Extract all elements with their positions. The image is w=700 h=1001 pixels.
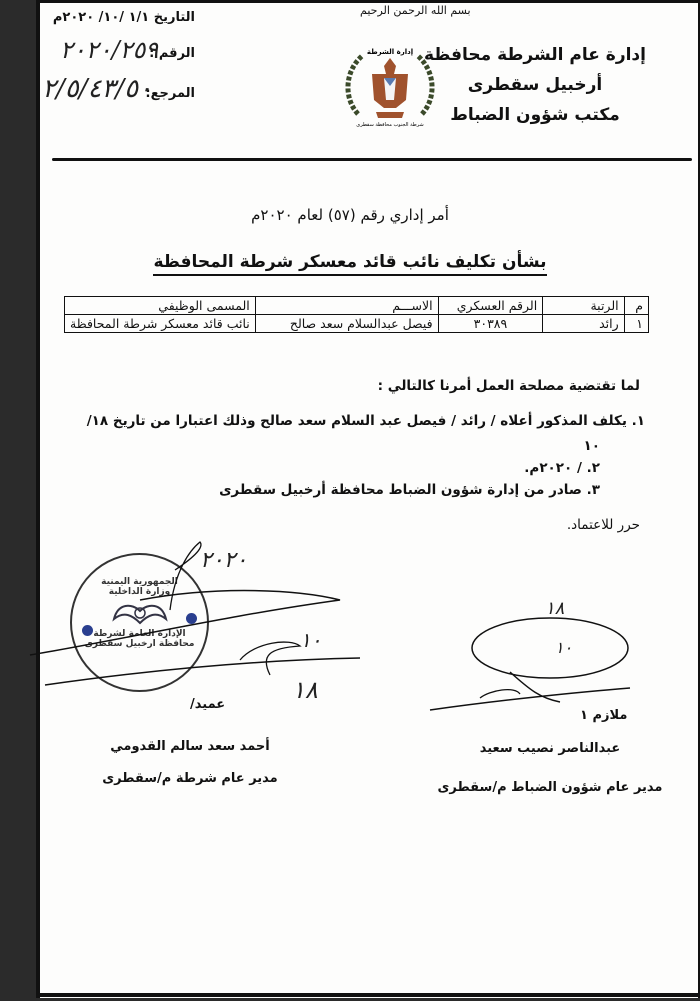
right-signer-rank: ملازم ١ xyxy=(580,708,628,723)
seal-line-3: الإدارة العامة لشرطة xyxy=(93,629,186,639)
col-header-military-number: الرقم العسكري xyxy=(438,297,543,315)
seal-line-1: الجمهورية اليمنية xyxy=(101,577,178,587)
col-header-name: الاســـم xyxy=(255,297,438,315)
right-handwritten-month: ١٠ xyxy=(555,638,573,657)
order-subject: بشأن تكليف نائب قائد معسكر شرطة المحافظة xyxy=(0,252,700,272)
reference-label: المرجع: xyxy=(145,86,195,101)
header-divider xyxy=(52,158,692,161)
number-label: الرقم : xyxy=(149,46,195,61)
org-line-1: إدارة عام الشرطة محافظة xyxy=(424,45,646,65)
basmala: بسم الله الرحمن الرحيم xyxy=(360,4,471,17)
cell-job-title: نائب قائد معسكر شرطة المحافظة xyxy=(65,315,256,333)
svg-text:إدارة الشرطة: إدارة الشرطة xyxy=(366,48,414,56)
organization-header xyxy=(420,40,650,130)
date-label: التاريخ xyxy=(153,10,195,25)
cell-military-number: ٣٠٣٨٩ xyxy=(438,315,543,333)
org-line-3: مكتب شؤون الضباط xyxy=(450,105,620,125)
date-field xyxy=(53,10,195,25)
cell-index: ١ xyxy=(624,315,648,333)
right-handwritten-day: ١٨ xyxy=(545,598,565,619)
org-line-2: أرخبيل سقطرى xyxy=(467,75,603,95)
left-signer-name: أحمد سعد سالم القدومي xyxy=(110,739,270,754)
right-signer-title: مدير عام شؤون الضباط م/سقطرى xyxy=(437,780,663,795)
item-2: ٢. / ٢٠٢٠م. xyxy=(524,460,600,476)
seal-line-2: وزارة الداخلية xyxy=(108,587,171,597)
closing-text: حرر للاعتماد. xyxy=(566,517,640,533)
right-signer-name: عبدالناصر نصيب سعيد xyxy=(479,741,621,756)
assignment-table xyxy=(64,296,649,333)
item-1-line-2: ١٠ xyxy=(583,438,600,454)
right-signature xyxy=(420,610,640,720)
order-title: أمر إداري رقم (٥٧) لعام ٢٠٢٠م xyxy=(251,206,449,224)
left-handwritten-day: ١٨ xyxy=(292,676,318,704)
col-header-rank: الرتبة xyxy=(543,297,624,315)
table-row xyxy=(65,315,649,333)
col-header-index: م xyxy=(624,297,648,315)
reference-handwritten: ٢/٥/٤٣/٥٠ xyxy=(42,74,153,104)
eagle-emblem-icon xyxy=(340,44,440,130)
left-handwritten-month: ١٠ xyxy=(300,628,322,652)
number-handwritten: ٢٠٢٠/٢٥٩ xyxy=(60,36,159,64)
left-signer-rank: عميد/ xyxy=(190,697,226,712)
left-signer-title: مدير عام شرطة م/سقطرى xyxy=(102,771,278,786)
left-handwritten-year: ٢٠٢٠ xyxy=(200,548,248,573)
reference-field xyxy=(145,86,195,101)
seal-line-4: محافظة ارخبيل سقطرى xyxy=(84,639,195,649)
table-header-row xyxy=(65,297,649,315)
col-header-job-title: المسمى الوظيفي xyxy=(65,297,256,315)
date-value: ١/١ /١٠/ ٢٠٢٠م xyxy=(52,10,150,25)
svg-text:شرطة الجنوب محافظة سقطرى: شرطة الجنوب محافظة سقطرى xyxy=(356,122,424,128)
item-3: ٣. صادر من إدارة شؤون الضباط محافظة أرخبيل سقطرى xyxy=(219,482,600,498)
cell-rank: رائد xyxy=(543,315,624,333)
cell-name: فيصل عبدالسلام سعد صالح xyxy=(255,315,438,333)
item-1-line-1: ١. يكلف المذكور أعلاه / رائد / فيصل عبد السلام سعد صالح وذلك اعتبارا من تاريخ ١٨/ xyxy=(86,413,645,429)
intro-text: لما تقتضية مصلحة العمل أمرنا كالتالي : xyxy=(377,378,640,394)
